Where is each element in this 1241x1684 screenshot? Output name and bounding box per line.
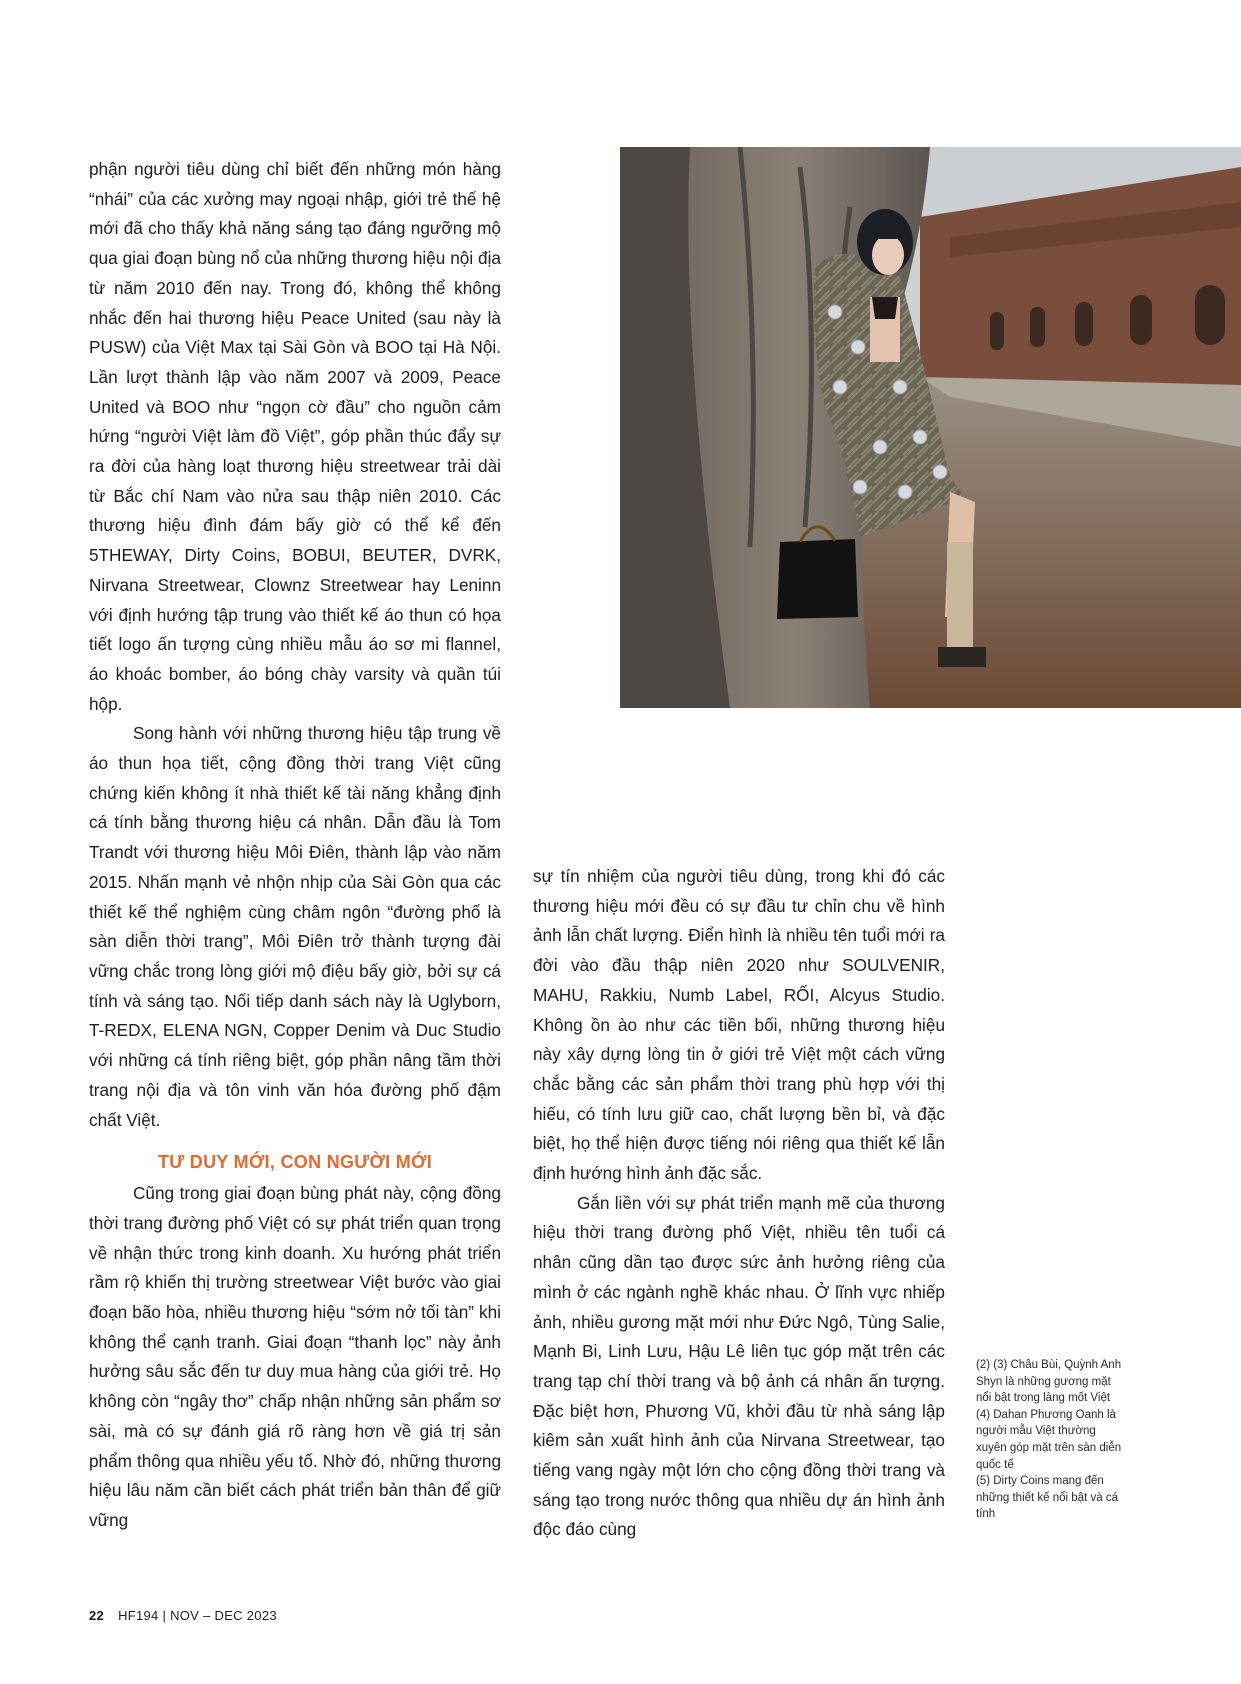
photo-caption <box>976 1357 1126 1523</box>
paragraph: sự tín nhiệm của người tiêu dùng, trong khi đó các thương hiệu mới đều có sự đầu tư chỉn chu về hình ảnh lẫn chất lượng. Điển hình là nhiều tên tuổi mới ra đời vào đầu thập niên 2020 như SOULVENIR, MAHU, Rakkiu, Numb Label, RỐI, Alcyus Studio. Không ồn ào như các tiền bối, những thương hiệu này xây dựng lòng tin ở giới trẻ Việt một cách vững chắc bằng các sản phẩm thời trang phù hợp với thị hiếu, có tính lưu giữ cao, chất lượng bền bỉ, và đặc biệt, họ thể hiện được tiếng nói riêng qua thiết kế lẫn định hướng hình ảnh đặc sắc. <box>533 866 945 1184</box>
paragraph: phận người tiêu dùng chỉ biết đến những món hàng “nhái” của các xưởng may ngoại nhập, giới trẻ thế hệ mới đã cho thấy khả năng sáng tạo đáng ngưỡng mộ qua giai đoạn bùng nổ của những thương hiệu nội địa từ năm 2010 đến nay. Trong đó, không thể không nhắc đến hai thương hiệu Peace United (sau này là PUSW) của Việt Max tại Sài Gòn và BOO tại Hà Nội. Lần lượt thành lập vào năm 2007 và 2009, Peace United và BOO như “ngọn cờ đầu” cho nguồn cảm hứng “người Việt làm đồ Việt”, góp phần thúc đẩy sự ra đời của hàng loạt thương hiệu streetwear trải dài từ Bắc chí Nam vào nửa sau thập niên 2010. Các thương hiệu đình đám bấy giờ có thể kể đến 5THEWAY, Dirty Coins, BOBUI, BEUTER, DVRK, Nirvana Streetwear, Clownz Streetwear hay Leninn với định hướng tập trung vào thiết kế áo thun có họa tiết logo ấn tượng cùng nhiều mẫu áo sơ mi flannel, áo khoác bomber, áo bóng chày varsity và quần túi hộp. <box>89 159 501 714</box>
paragraph: Cũng trong giai đoạn bùng phát này, cộng đồng thời trang đường phố Việt có sự phát triển quan trọng về nhận thức trong kinh doanh. Xu hướng phát triển rầm rộ khiến thị trường streetwear Việt bước vào giai đoạn bão hòa, nhiều thương hiệu “sớm nở tối tàn” khi không thể cạnh tranh. Giai đoạn “thanh lọc” này ảnh hưởng sâu sắc đến tư duy mua hàng của giới trẻ. Họ không còn “ngây thơ” chấp nhận những sản phẩm sơ sài, mà có sự đánh giá rõ ràng hơn về giá trị sản phẩm thông qua nhiều yếu tố. Nhờ đó, những thương hiệu lâu năm cần biết cách phát triển bản thân để giữ vững <box>89 1183 501 1530</box>
caption-line: (5) Dirty Coins mang đến những thiết kế nổi bật và cá tính <box>976 1475 1118 1521</box>
page-number: 22 <box>89 1608 105 1623</box>
article-left-column <box>89 155 501 1536</box>
page-footer <box>89 1608 277 1623</box>
paragraph: Song hành với những thương hiệu tập trung về áo thun họa tiết, cộng đồng thời trang Việt cũng chứng kiến không ít nhà thiết kế tài năng khẳng định cá tính bằng thương hiệu cá nhân. Dẫn đầu là Tom Trandt với thương hiệu Môi Điên, thành lập vào năm 2015. Nhấn mạnh vẻ nhộn nhịp của Sài Gòn qua các thiết kế thể nghiệm cùng châm ngôn “đường phố là sàn diễn thời trang”, Môi Điên trở thành tượng đài vững chắc trong lòng giới mộ điệu bấy giờ, bởi sự cá tính và sáng tạo. Nối tiếp danh sách này là Uglyborn, T-REDX, ELENA NGN, Copper Denim và Duc Studio với những cá tính riêng biệt, góp phần nâng tầm thời trang nội địa và tôn vinh văn hóa đường phố đậm chất Việt. <box>89 723 501 1130</box>
issue-label: HF194 | NOV – DEC 2023 <box>118 1608 277 1623</box>
caption-line: (2) (3) Châu Bùi, Quỳnh Anh Shyn là những gương mặt nổi bật trong làng mốt Việt <box>976 1359 1122 1405</box>
article-right-column <box>533 862 945 1545</box>
section-heading: TƯ DUY MỚI, CON NGƯỜI MỚI <box>157 1152 433 1173</box>
paragraph: Gắn liền với sự phát triển mạnh mẽ của thương hiệu thời trang đường phố Việt, nhiều tên tuổi cá nhân cũng dần tạo được sức ảnh hưởng riêng của mình ở các ngành nghề khác nhau. Ở lĩnh vực nhiếp ảnh, nhiều gương mặt mới như Đức Ngô, Tùng Salie, Mạnh Bi, Linh Lưu, Hậu Lê liên tục góp mặt trên các trang tạp chí thời trang và bộ ảnh cá nhân ấn tượng. Đặc biệt hơn, Phương Vũ, khởi đầu từ nhà sáng lập kiêm sản xuất hình ảnh của Nirvana Streetwear, tạo tiếng vang ngày một lớn cho cộng đồng thời trang và sáng tạo trong nước thông qua nhiều dự án hình ảnh độc đáo cùng <box>533 1192 945 1540</box>
fashion-photo <box>620 147 1241 708</box>
caption-line: (4) Dahan Phương Oanh là người mẫu Việt thường xuyên góp mặt trên sàn diễn quốc tế <box>976 1408 1122 1471</box>
